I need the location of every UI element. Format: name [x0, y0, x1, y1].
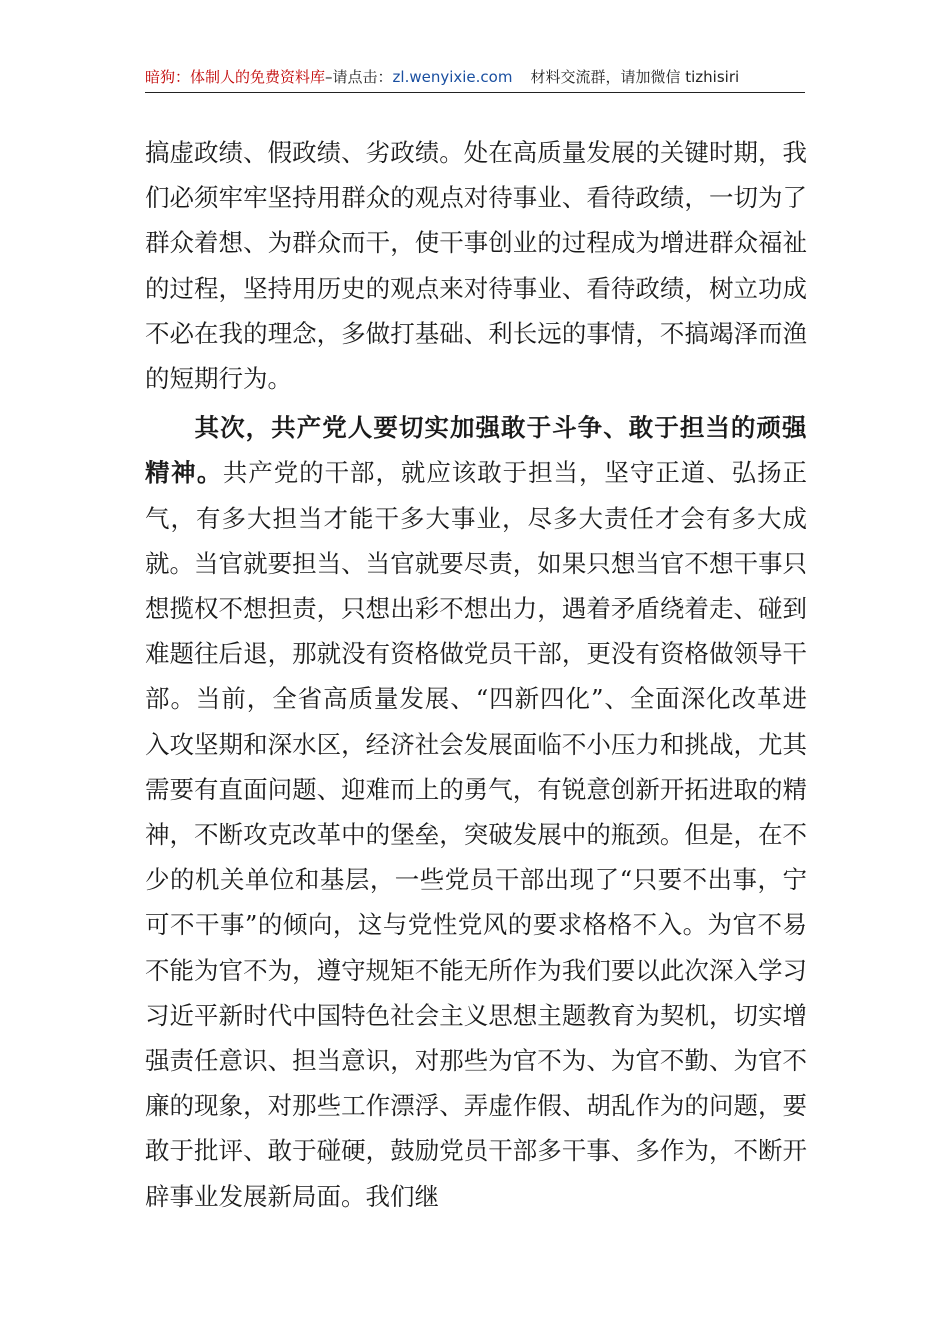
paragraph-2 [145, 405, 807, 1219]
paragraph-1: 搞虚政绩、假政绩、劣政绩。处在高质量发展的关键时期，我们必须牢牢坚持用群众的观点对待事业、看待政绩，一切为了群众着想、为群众而干，使干事创业的过程成为增进群众福祉的过程，坚持用历史的观点来对待事业、看待政绩，树立功成不必在我的理念，多做打基础、利长远的事情，不搞竭泽而渔的短期行为。 [145, 138, 807, 394]
header-contact: 材料交流群，请加微信 tizhisiri [530, 68, 740, 86]
header-site-title: 暗狗：体制人的免费资料库 [145, 68, 326, 86]
header-site-link[interactable]: zl.wenyixie.com [392, 68, 513, 86]
paragraph-2-body: 共产党的干部，就应该敢于担当，坚守正道、弘扬正气，有多大担当才能干多大事业，尽多大责任才会有多大成就。当官就要担当、当官就要尽责，如果只想当官不想干事只想揽权不想担责，只想出彩不想出力，遇着矛盾绕着走、碰到难题往后退，那就没有资格做党员干部，更没有资格做领导干部。当前，全省高质量发展、“四新四化”、全面深化改革进入攻坚期和深水区，经济社会发展面临不小压力和挑战，尤其需要有直面问题、迎难而上的勇气，有锐意创新开拓进取的精神，不断攻克改革中的堡垒，突破发展中的瓶颈。但是，在不少的机关单位和基层，一些党员干部出现了“只要不出事，宁可不干事”的倾向，这与党性党风的要求格格不入。为官不易不能为官不为，遵守规矩不能无所作为我们要以此次深入学习习近平新时代中国特色社会主义思想主题教育为契机，切实增强责任意识、担当意识，对那些为官不为、为官不勤、为官不廉的现象，对那些工作漂浮、弄虚作假、胡乱作为的问题，要敢于批评、敢于碰硬，鼓励党员干部多干事、多作为，不断开辟事业发展新局面。我们继 [145, 458, 808, 1211]
header-click-prompt: –请点击： [325, 68, 393, 86]
document-body [145, 130, 807, 1219]
page-header [145, 62, 805, 93]
paragraph-2-lead: 其次，共产党人要切实加强敢于斗争、敢于担当的顽强精神。 [145, 413, 807, 488]
